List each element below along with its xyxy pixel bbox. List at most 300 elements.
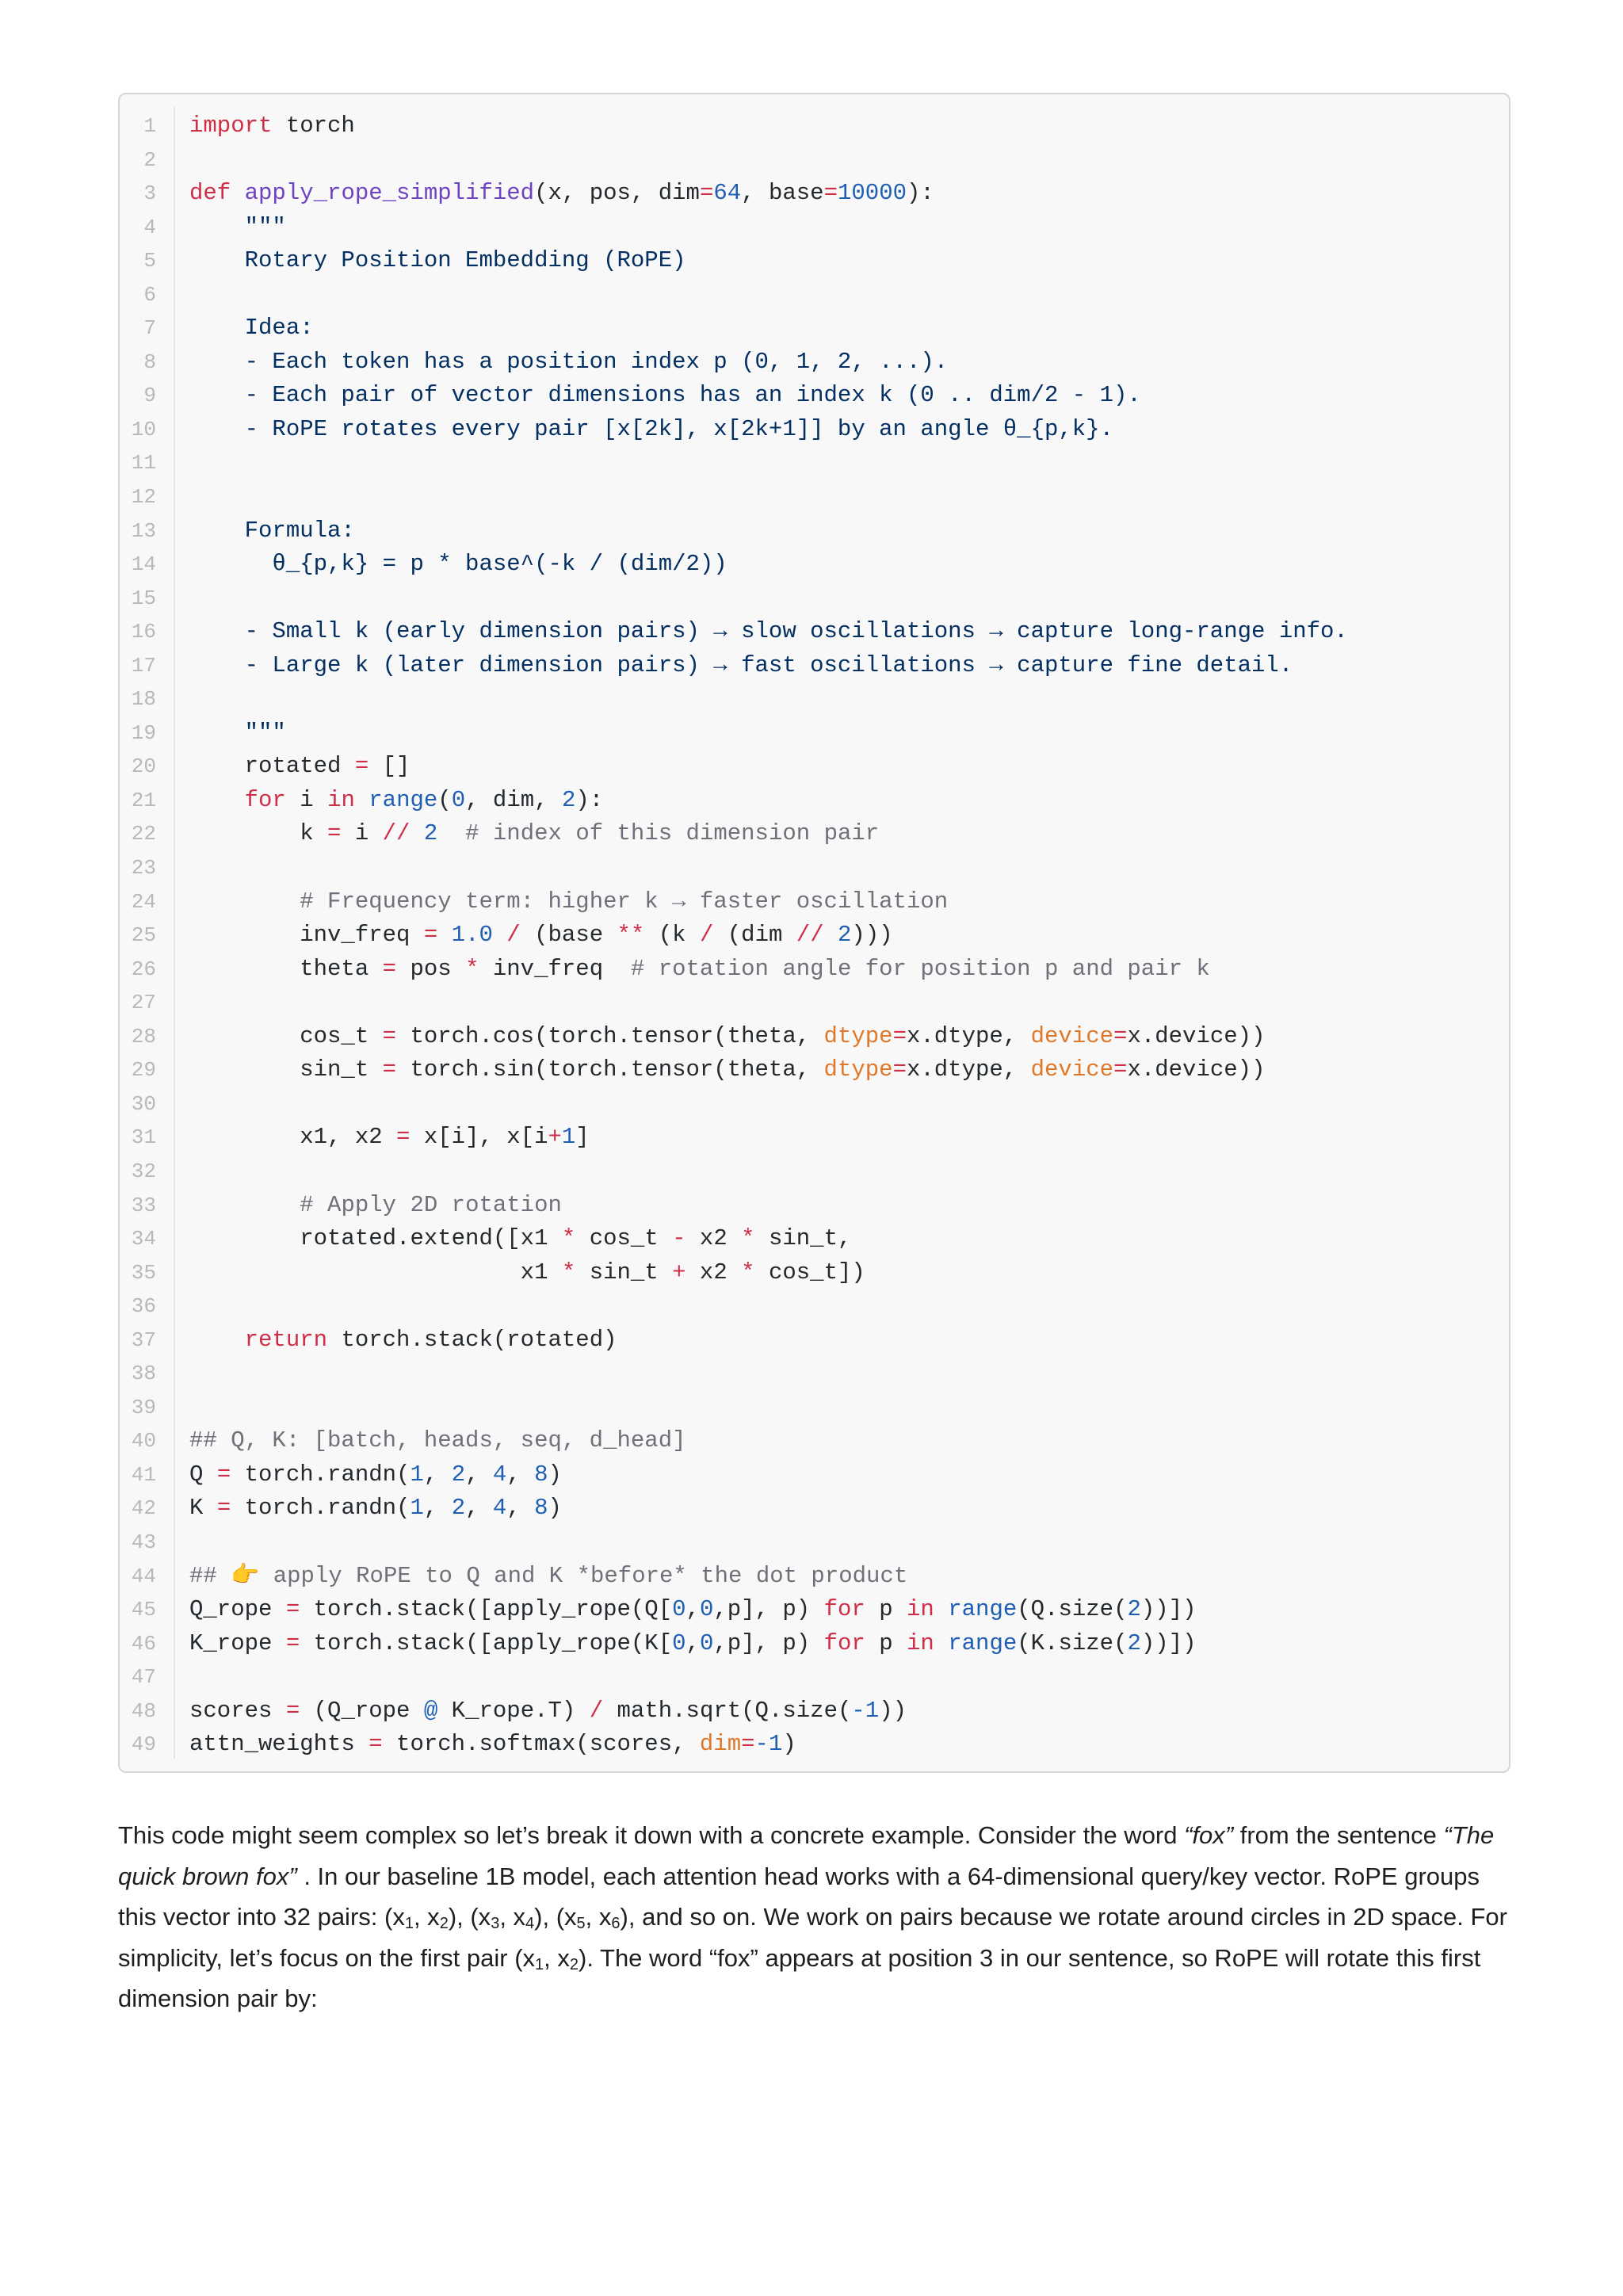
line-number: 11	[131, 451, 156, 476]
prose-text: , x	[544, 1943, 570, 1972]
code-token: - Each pair of vector dimensions has an index k (0 .. dim/2 - 1).	[189, 382, 1141, 409]
code-line	[120, 480, 156, 514]
line-number: 45	[131, 1598, 156, 1622]
code-token: ,	[423, 1495, 452, 1522]
code-line	[120, 1324, 617, 1358]
code-token: 2	[451, 1461, 466, 1488]
line-number: 49	[131, 1733, 156, 1757]
line-number: 47	[131, 1665, 156, 1690]
code-line	[120, 1660, 156, 1694]
line-number: 10	[131, 417, 156, 441]
code-line	[120, 885, 949, 919]
code-token: (k	[644, 922, 700, 949]
code-text	[189, 379, 1141, 413]
code-token: Q_rope	[189, 1596, 286, 1623]
code-line	[120, 1627, 1197, 1661]
code-token: cos_t	[575, 1225, 673, 1252]
code-token: 2	[1127, 1596, 1141, 1623]
code-token: (dim	[713, 922, 796, 949]
code-token: 1	[410, 1495, 424, 1522]
code-token: i	[285, 786, 328, 813]
code-line	[120, 278, 156, 312]
code-token: )))	[851, 922, 893, 949]
code-token: x1, x2	[189, 1124, 397, 1151]
code-token: ## 👉 apply RoPE to Q and K *before* the dot product	[189, 1562, 908, 1589]
code-token	[934, 1630, 948, 1656]
code-token: ,	[506, 1461, 535, 1488]
code-token: //	[382, 820, 411, 847]
code-line	[120, 1458, 562, 1492]
subscript: 1	[404, 1915, 414, 1932]
code-token	[934, 1596, 948, 1622]
code-token: +	[672, 1259, 686, 1286]
code-token: Formula:	[189, 517, 355, 544]
code-line	[120, 1526, 156, 1560]
code-token: 2	[561, 786, 576, 813]
code-text	[189, 1053, 1265, 1087]
code-token	[189, 1192, 300, 1218]
code-text	[189, 716, 286, 751]
code-line	[120, 1189, 562, 1223]
code-token: -1	[754, 1731, 783, 1758]
line-number: 5	[143, 249, 156, 273]
code-token: def	[189, 180, 231, 207]
code-token: cos_t	[189, 1022, 383, 1049]
code-token: 0	[699, 1629, 714, 1656]
subscript: 2	[439, 1915, 449, 1932]
code-line	[120, 379, 1141, 413]
code-token: =	[892, 1056, 907, 1083]
line-number: 41	[131, 1462, 156, 1487]
code-token: =	[741, 1731, 755, 1758]
code-token: =	[423, 922, 438, 949]
line-number: 8	[143, 350, 156, 374]
code-token: x.device))	[1127, 1022, 1266, 1049]
code-token: ## Q, K: [batch, heads, seq, d_head]	[189, 1427, 686, 1454]
code-token: torch.cos(torch.tensor(theta,	[396, 1022, 824, 1049]
line-number: 21	[131, 788, 156, 812]
code-token: - RoPE rotates every pair [x[2k], x[2k+1]] by an angle θ_{p,k}.	[189, 415, 1113, 442]
code-token: range	[948, 1629, 1018, 1656]
line-number: 34	[131, 1227, 156, 1251]
line-number: 36	[131, 1294, 156, 1319]
code-token: ))])	[1140, 1596, 1197, 1623]
code-line	[120, 1020, 1266, 1054]
code-token	[189, 888, 300, 915]
line-number: 42	[131, 1496, 156, 1521]
code-token: +	[548, 1124, 562, 1151]
code-token: for	[823, 1596, 865, 1623]
code-token: 1.0	[451, 922, 493, 949]
code-token: 1	[410, 1461, 424, 1488]
code-token: /	[699, 922, 714, 949]
line-number: 48	[131, 1698, 156, 1723]
line-number: 22	[131, 822, 156, 846]
code-token: attn_weights	[189, 1731, 369, 1758]
code-token: =	[892, 1022, 907, 1049]
code-text	[189, 750, 410, 784]
code-line	[120, 211, 286, 245]
code-token: torch.softmax(scores,	[382, 1731, 700, 1758]
code-token: """	[189, 719, 286, 746]
line-number: 25	[131, 923, 156, 948]
code-token: x.dtype,	[906, 1022, 1031, 1049]
code-token: =	[285, 1629, 300, 1656]
code-line	[120, 1424, 686, 1458]
code-token: -1	[851, 1697, 880, 1724]
code-token: K_rope	[189, 1629, 286, 1656]
prose-text: , x	[499, 1903, 526, 1931]
code-token: ]	[575, 1124, 590, 1151]
code-token	[824, 922, 838, 948]
line-number: 15	[131, 586, 156, 610]
code-token: """	[189, 213, 286, 240]
code-token: ))	[879, 1697, 907, 1724]
code-token: 8	[534, 1461, 548, 1488]
code-text	[189, 109, 355, 143]
line-number: 23	[131, 856, 156, 881]
code-token: device	[1030, 1022, 1114, 1049]
code-line	[120, 1560, 908, 1594]
code-line	[120, 682, 156, 716]
code-line	[120, 1289, 156, 1324]
code-line	[120, 1728, 796, 1762]
code-token: x2	[685, 1225, 742, 1252]
code-line	[120, 615, 1348, 649]
code-token: *	[561, 1225, 576, 1252]
line-number: 33	[131, 1193, 156, 1217]
code-text	[189, 1222, 851, 1256]
line-number: 44	[131, 1564, 156, 1588]
code-token: =	[285, 1596, 300, 1623]
code-token: 4	[492, 1495, 507, 1522]
code-token: in	[907, 1596, 934, 1623]
code-token: dtype	[823, 1056, 893, 1083]
code-text	[189, 514, 355, 548]
line-number: 2	[143, 147, 156, 172]
code-text	[189, 1189, 562, 1223]
code-token: torch.randn(	[231, 1461, 411, 1488]
code-line	[120, 109, 355, 143]
code-text	[189, 1424, 686, 1458]
code-token: x.device))	[1127, 1056, 1266, 1083]
code-token: *	[741, 1259, 755, 1286]
code-token	[231, 180, 244, 206]
code-text	[189, 1121, 590, 1155]
prose-text: This code might seem complex so let’s break it down with a concrete example. Consider the word	[118, 1821, 1185, 1849]
prose-text: ), (x	[448, 1903, 491, 1931]
code-token: =	[216, 1495, 231, 1522]
code-token: 0	[672, 1596, 686, 1623]
code-token: range	[369, 786, 438, 813]
code-token: x1	[189, 1259, 562, 1286]
prose-text: ), (x	[534, 1903, 577, 1931]
line-number: 20	[131, 755, 156, 779]
code-token: 2	[423, 820, 438, 847]
code-text	[189, 1256, 865, 1290]
code-token: theta	[189, 955, 383, 982]
code-token: 64	[713, 180, 742, 207]
line-number: 26	[131, 957, 156, 981]
code-token: torch.stack(rotated)	[327, 1326, 617, 1353]
code-token: (K.size(	[1017, 1629, 1128, 1656]
code-text	[189, 177, 934, 211]
code-token: torch.randn(	[231, 1495, 411, 1522]
code-token: (Q_rope	[300, 1697, 424, 1724]
code-text	[189, 1492, 562, 1526]
code-token: ):	[575, 786, 604, 813]
code-token: # rotation angle for position p and pair k	[630, 955, 1210, 982]
code-token: 2	[1127, 1629, 1141, 1656]
code-token: -	[672, 1225, 686, 1252]
code-token: Q	[189, 1461, 217, 1488]
line-number: 43	[131, 1530, 156, 1554]
code-token	[410, 820, 423, 846]
code-line	[120, 750, 411, 784]
code-line	[120, 817, 880, 851]
line-number: 38	[131, 1362, 156, 1386]
code-token: //	[796, 922, 824, 949]
code-token	[493, 922, 506, 948]
code-line	[120, 548, 727, 582]
code-token: sin_t	[189, 1056, 383, 1083]
code-token: =	[354, 753, 369, 780]
code-token: 1	[561, 1124, 576, 1151]
line-number: 39	[131, 1395, 156, 1419]
code-token: =	[823, 180, 838, 207]
line-number: 28	[131, 1024, 156, 1049]
code-token: =	[327, 820, 342, 847]
code-token: torch.sin(torch.tensor(theta,	[396, 1056, 824, 1083]
code-line	[120, 851, 156, 885]
code-line	[120, 953, 1210, 987]
code-line	[120, 446, 156, 480]
code-token	[437, 820, 465, 846]
code-text	[189, 311, 314, 346]
code-token: inv_freq	[479, 955, 631, 982]
code-line	[120, 649, 1293, 683]
code-line	[120, 413, 1113, 447]
code-token: ,p], p)	[713, 1629, 824, 1656]
prose-text: , x	[585, 1903, 612, 1931]
code-token: =	[216, 1461, 231, 1488]
code-text	[189, 1458, 562, 1492]
code-text	[189, 1728, 796, 1762]
code-token: i	[341, 820, 383, 847]
code-token: =	[369, 1731, 383, 1758]
subscript: 2	[569, 1955, 579, 1973]
code-token: cos_t])	[754, 1259, 865, 1286]
code-token: ):	[907, 180, 934, 207]
code-line	[120, 311, 314, 346]
code-token: θ_{p,k} = p * base^(-k / (dim/2))	[189, 551, 727, 578]
code-token: 0	[451, 786, 466, 813]
code-line	[120, 1391, 156, 1425]
code-token: x2	[685, 1259, 742, 1286]
line-number: 27	[131, 991, 156, 1015]
code-text	[189, 885, 948, 919]
subscript: 6	[611, 1915, 621, 1932]
code-text	[189, 211, 286, 245]
code-line	[120, 1492, 562, 1526]
line-number: 16	[131, 620, 156, 644]
line-number: 37	[131, 1328, 156, 1352]
code-token: k	[189, 820, 328, 847]
code-token: import	[189, 113, 273, 139]
code-token: (	[437, 786, 452, 813]
code-token	[355, 787, 369, 813]
example-word: “fox”	[1184, 1821, 1234, 1849]
prose-text: , x	[413, 1903, 440, 1931]
code-token: apply_rope_simplified	[244, 180, 535, 207]
code-line	[120, 143, 156, 178]
subscript: 1	[535, 1955, 544, 1973]
code-token: K	[189, 1495, 217, 1522]
code-text	[189, 615, 1348, 649]
code-token: ,p], p)	[713, 1596, 824, 1623]
code-token: math.sqrt(Q.size(	[603, 1697, 852, 1724]
code-line	[120, 582, 156, 616]
code-token: @	[423, 1697, 438, 1724]
line-number: 29	[131, 1058, 156, 1083]
code-token: dtype	[823, 1022, 893, 1049]
code-line	[120, 986, 156, 1020]
code-token: =	[1113, 1022, 1128, 1049]
code-text	[189, 1560, 907, 1594]
code-token: =	[396, 1124, 411, 1151]
line-number: 30	[131, 1091, 156, 1116]
code-token: 0	[672, 1629, 686, 1656]
line-number: 35	[131, 1260, 156, 1285]
code-token: ,	[685, 1629, 700, 1656]
line-number: 17	[131, 653, 156, 678]
code-token: =	[382, 955, 397, 982]
code-line	[120, 784, 604, 818]
code-text	[189, 784, 603, 818]
code-block	[118, 93, 1510, 1773]
line-number: 13	[131, 518, 156, 543]
line-number: 1	[143, 114, 156, 138]
line-number: 24	[131, 889, 156, 914]
code-token: inv_freq	[189, 922, 424, 949]
code-token: x.dtype,	[906, 1056, 1031, 1083]
code-token: Idea:	[189, 315, 314, 342]
code-text	[189, 953, 1210, 987]
code-token	[437, 922, 451, 948]
code-token: =	[699, 180, 714, 207]
code-token: (Q.size(	[1017, 1596, 1128, 1623]
code-token: *	[561, 1259, 576, 1286]
code-token: in	[907, 1629, 934, 1656]
subscript: 4	[525, 1915, 535, 1932]
line-number: 9	[143, 384, 156, 408]
code-token: - Small k (early dimension pairs) → slow oscillations → capture long-range info.	[189, 618, 1348, 645]
code-text	[189, 413, 1113, 447]
code-token: dim	[699, 1731, 742, 1758]
code-line	[120, 919, 893, 953]
code-token: (x, pos, dim	[534, 180, 700, 207]
code-token	[189, 787, 245, 813]
code-token: ,	[465, 1495, 493, 1522]
code-token: scores	[189, 1697, 286, 1724]
code-token: (base	[520, 922, 617, 949]
code-token: )	[548, 1495, 562, 1522]
code-token: ))])	[1140, 1629, 1197, 1656]
code-token: K_rope.T)	[437, 1697, 590, 1724]
code-token: # index of this dimension pair	[465, 820, 880, 847]
code-token: **	[617, 922, 645, 949]
code-token: ,	[506, 1495, 535, 1522]
code-token: []	[369, 753, 411, 780]
code-lines	[120, 109, 1348, 1762]
code-token: for	[823, 1629, 865, 1656]
code-text	[189, 244, 686, 278]
line-number: 31	[131, 1125, 156, 1150]
code-token: p	[865, 1629, 907, 1656]
code-token	[189, 1327, 245, 1353]
code-line	[120, 1694, 907, 1729]
code-token: rotated	[189, 753, 355, 780]
line-number: 18	[131, 687, 156, 712]
code-token: *	[741, 1225, 755, 1252]
code-token: pos	[396, 955, 466, 982]
code-token: 8	[534, 1495, 548, 1522]
subscript: 5	[576, 1915, 586, 1932]
code-token: =	[285, 1697, 300, 1724]
code-text	[189, 1627, 1197, 1661]
code-token: 10000	[837, 180, 907, 207]
code-token: , base	[741, 180, 824, 207]
code-token: ,	[465, 1461, 493, 1488]
code-token: # Frequency term: higher k → faster oscillation	[300, 888, 949, 915]
code-line	[120, 716, 286, 751]
explanation-paragraph	[118, 1815, 1513, 2019]
code-line	[120, 1256, 865, 1290]
code-token: for	[244, 786, 286, 813]
code-token: )	[548, 1461, 562, 1488]
code-token: , dim,	[465, 786, 562, 813]
code-token: /	[589, 1697, 604, 1724]
code-token: torch.stack([apply_rope(Q[	[300, 1596, 673, 1623]
code-token: return	[244, 1326, 328, 1353]
line-number: 19	[131, 720, 156, 745]
code-token: p	[865, 1596, 907, 1623]
prose-text: ), and so on. We work on pairs because we rotate around circles in 2D space. For simplicity, let’s focus on the first pair (x	[118, 1903, 1507, 1972]
prose-text: ). The word “fox” appears at position 3 in our sentence, so RoPE will rotate this first dimension pair by:	[118, 1943, 1481, 2012]
prose-text: from the sentence	[1233, 1821, 1444, 1849]
prose-text: . In our baseline 1B model, each attention head works with a 64-dimensional query/key vector. RoPE groups this vector into 32 pairs: (x	[118, 1862, 1480, 1931]
code-token: rotated.extend([x1	[189, 1225, 562, 1252]
code-token: 0	[699, 1596, 714, 1623]
code-token: - Each token has a position index p (0, 1, 2, ...).	[189, 348, 949, 375]
code-token: torch	[272, 113, 355, 139]
code-token: 2	[451, 1495, 466, 1522]
code-line	[120, 1222, 852, 1256]
code-text	[189, 548, 727, 582]
code-line	[120, 514, 355, 548]
line-number: 14	[131, 552, 156, 577]
code-token: ,	[685, 1596, 700, 1623]
subscript: 3	[491, 1915, 500, 1932]
line-number-gutter-divider	[174, 107, 175, 1759]
code-token: *	[465, 955, 479, 982]
code-text	[189, 1694, 907, 1729]
code-token: sin_t	[575, 1259, 673, 1286]
code-token: x[i], x[i	[410, 1124, 548, 1151]
code-token: # Apply 2D rotation	[300, 1191, 562, 1218]
code-text	[189, 649, 1293, 683]
code-token: range	[948, 1596, 1018, 1623]
